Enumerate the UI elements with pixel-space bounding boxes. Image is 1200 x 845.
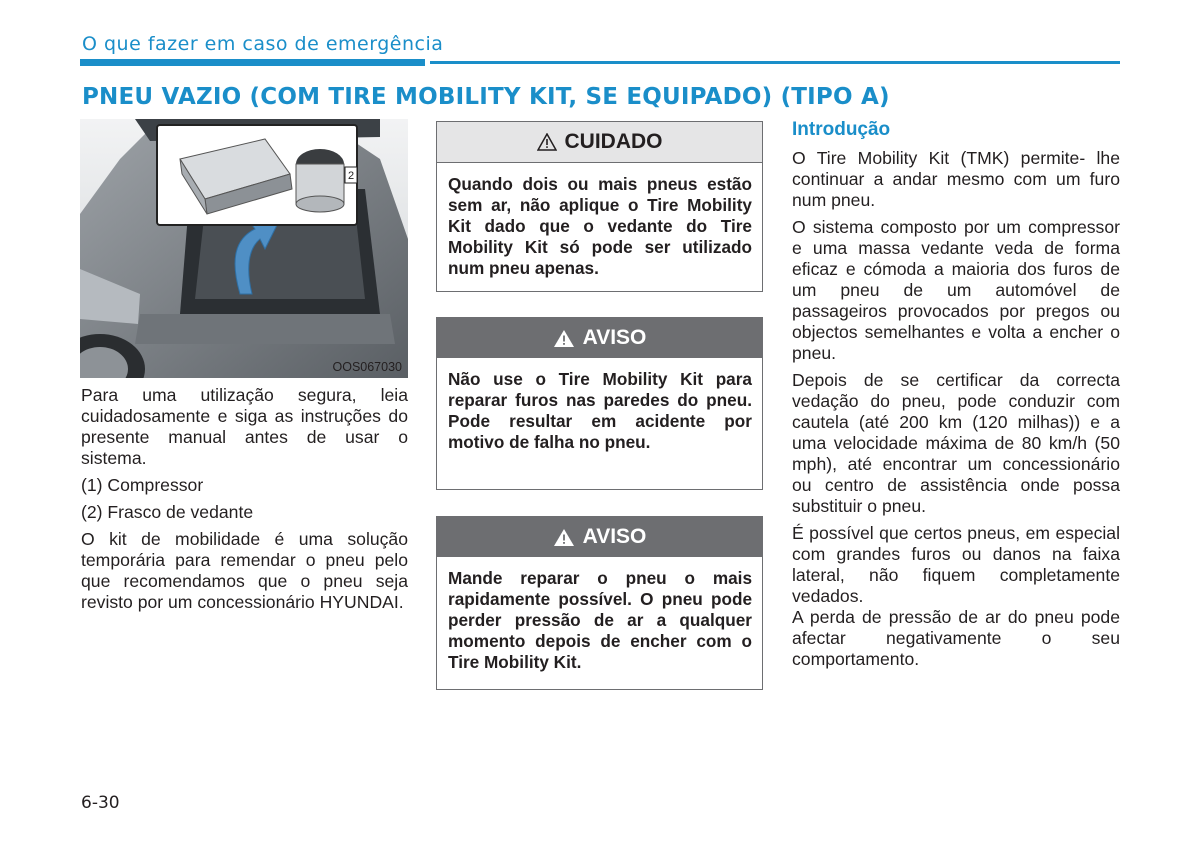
callout-number-2: 2 — [347, 170, 355, 182]
warning-box-1-header — [437, 318, 762, 358]
right-paragraph: Depois de se certificar da correcta vedação do pneu, pode conduzir com cautela (até 200 km (120 milhas)) e a uma velocidade máxima de 80 km/h (50 mph), até encontrar um concessionário ou centro de assistência onde possa substituir o pneu. — [792, 370, 1120, 516]
car-trunk-illustration — [80, 119, 408, 378]
right-column — [792, 148, 1120, 676]
tire-mobility-kit-illustration — [80, 119, 408, 378]
warning-triangle-filled-icon — [553, 329, 575, 348]
right-paragraph: O sistema composto por um compressor e uma massa vedante veda de forma eficaz e cómoda a maioria dos furos de um pneu de um automóvel de passageiros provocados por pregos ou objectos semelhantes e volta a encher o pneu. — [792, 217, 1120, 363]
intro-paragraph: Para uma utilização segura, leia cuidadosamente e siga as instruções do presente manual antes de usar o sistema. — [81, 385, 408, 468]
warning-1-text: Não use o Tire Mobility Kit para reparar furos nas paredes do pneu. Pode resultar em acidente por motivo de falha no pneu. — [448, 369, 752, 452]
warning-box-1 — [436, 317, 763, 490]
warning-1-title: AVISO — [582, 326, 647, 349]
temporary-solution-paragraph: O kit de mobilidade é uma solução temporária para remendar o pneu pelo que recomendamos que o pneu seja revisto por um concessionário HYUNDAI. — [81, 529, 408, 612]
left-column — [81, 385, 408, 619]
caution-box-header — [437, 122, 762, 163]
warning-2-title: AVISO — [582, 525, 647, 548]
right-paragraph: É possível que certos pneus, em especial com grandes furos ou danos na faixa lateral, não fiquem completamente vedados. — [792, 523, 1120, 606]
page-heading: PNEU VAZIO (COM TIRE MOBILITY KIT, SE EQUIPADO) (TIPO A) — [82, 84, 890, 110]
section-title: O que fazer em caso de emergência — [82, 33, 444, 55]
list-item-sealant-bottle: (2) Frasco de vedante — [81, 502, 254, 522]
list-item-compressor: (1) Compressor — [81, 475, 204, 495]
page-number: 6-30 — [81, 793, 120, 813]
warning-box-2 — [436, 516, 763, 690]
caution-box — [436, 121, 763, 292]
introduction-heading: Introdução — [792, 119, 891, 140]
figure-code: OOS067030 — [332, 360, 402, 374]
caution-text: Quando dois ou mais pneus estão sem ar, não aplique o Tire Mobility Kit dado que o vedante do Tire Mobility Kit só pode ser utilizado num pneu apenas. — [448, 174, 752, 278]
warning-box-2-header — [437, 517, 762, 557]
header-rule-thin — [430, 61, 1120, 64]
right-paragraph: O Tire Mobility Kit (TMK) permite- lhe continuar a andar mesmo com um furo num pneu. — [792, 148, 1120, 210]
warning-triangle-filled-icon — [553, 528, 575, 547]
warning-2-text: Mande reparar o pneu o mais rapidamente possível. O pneu pode perder pressão de ar a qualquer momento depois de encher com o Tire Mobility Kit. — [448, 568, 752, 672]
right-paragraph: A perda de pressão de ar do pneu pode afectar negativamente o seu comportamento. — [792, 607, 1120, 669]
warning-triangle-outline-icon — [537, 133, 557, 151]
header-rule-thick — [80, 59, 425, 66]
caution-title: CUIDADO — [564, 130, 663, 153]
